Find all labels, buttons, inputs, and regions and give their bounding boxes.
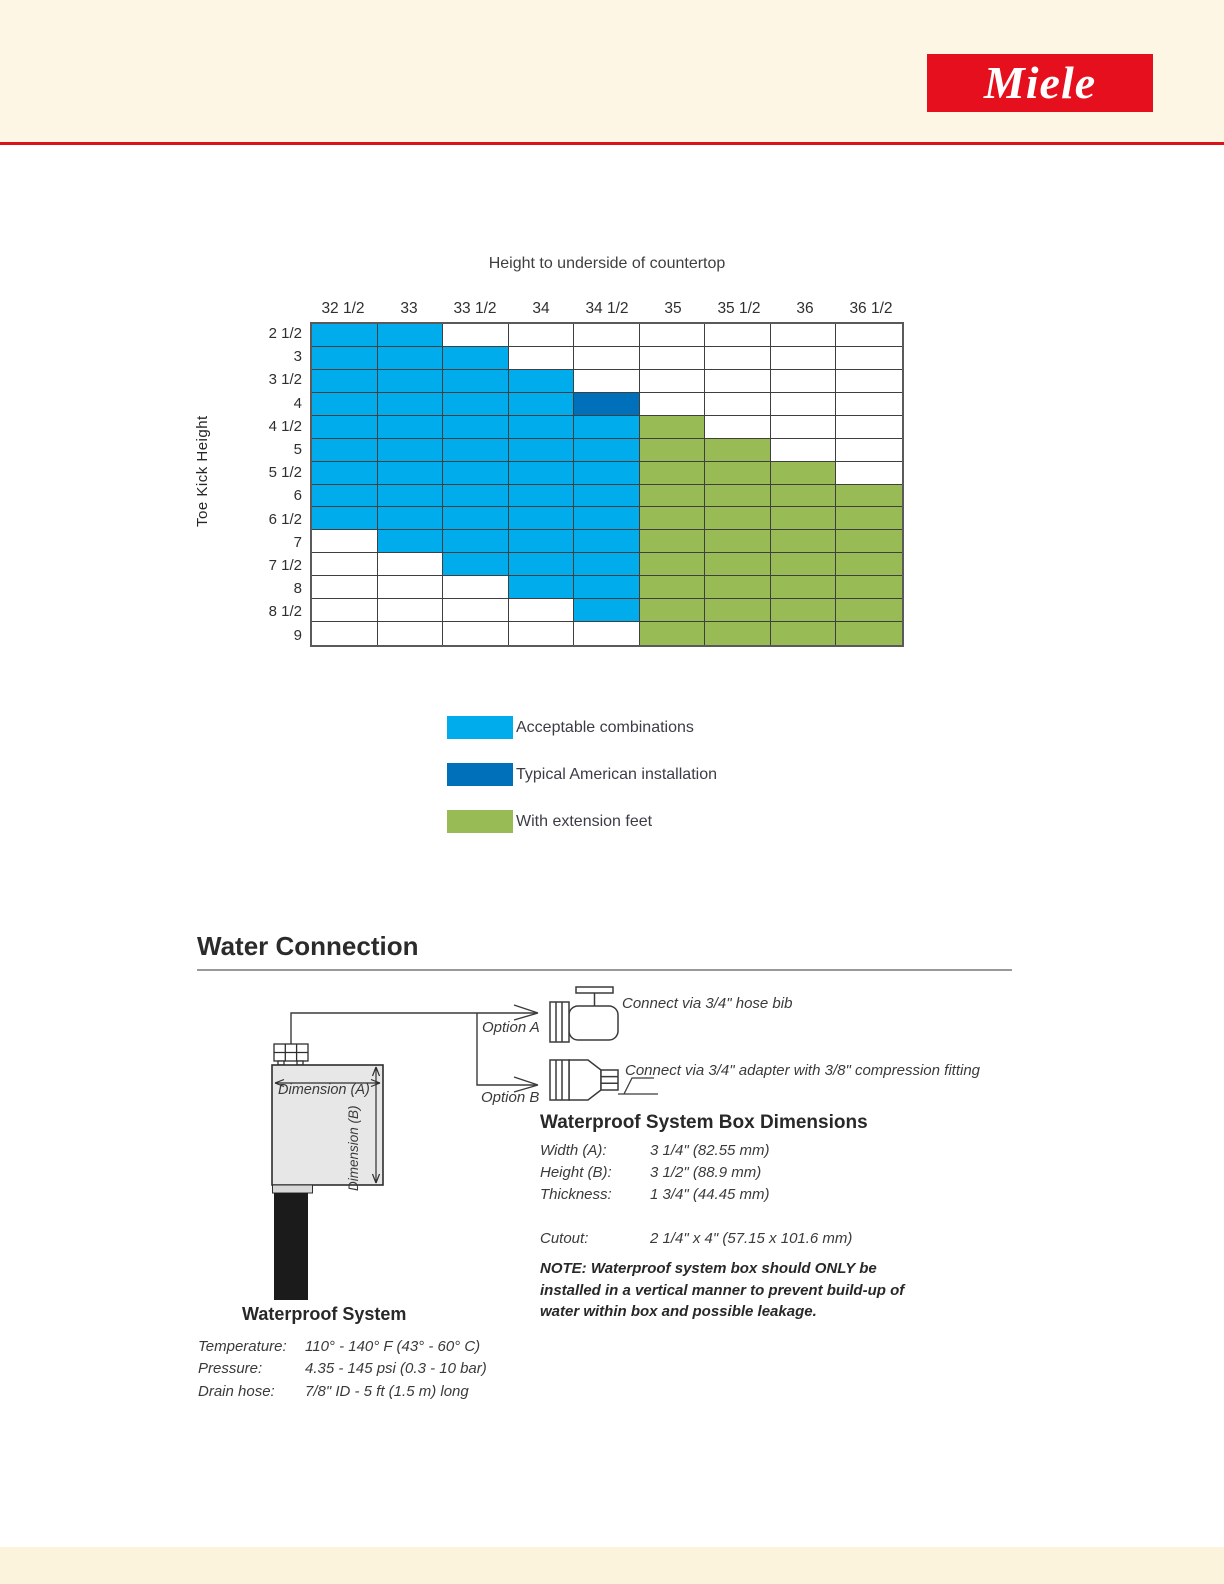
- grid-cell: [509, 622, 575, 645]
- grid-cell: [640, 439, 706, 462]
- row-label: 3: [293, 348, 302, 366]
- spec-row-temperature: [198, 1336, 487, 1358]
- grid-cell: [378, 485, 444, 508]
- spec-value: 4.35 - 145 psi (0.3 - 10 bar): [305, 1360, 487, 1378]
- waterproof-system-heading: Waterproof System: [242, 1304, 407, 1324]
- spec-row-pressure: [198, 1358, 487, 1380]
- grid-cell: [705, 485, 771, 508]
- row-label: 7 1/2: [268, 557, 302, 575]
- grid-cell: [836, 553, 902, 576]
- col-label: 33 1/2: [453, 300, 497, 317]
- grid-cell: [312, 553, 378, 576]
- col-label: 35: [664, 300, 682, 317]
- grid-cell: [574, 416, 640, 439]
- chart-legend: [447, 716, 717, 857]
- grid-cell: [509, 530, 575, 553]
- grid-cell: [771, 553, 837, 576]
- grid-cell: [312, 393, 378, 416]
- grid-cell: [509, 462, 575, 485]
- grid-cell: [509, 576, 575, 599]
- grid-cell: [836, 347, 902, 370]
- waterproof-system-list: [198, 1336, 487, 1403]
- grid-cell: [574, 324, 640, 347]
- grid-cell: [836, 485, 902, 508]
- option-a-description: Connect via 3/4" hose bib: [622, 995, 793, 1012]
- grid-cell: [443, 416, 509, 439]
- grid-cell: [640, 324, 706, 347]
- grid-cell: [771, 416, 837, 439]
- spec-label: Thickness:: [540, 1186, 612, 1203]
- grid-cell: [443, 393, 509, 416]
- spec-row-drain-hose: [198, 1381, 487, 1403]
- grid-cell: [836, 439, 902, 462]
- grid-cell: [640, 485, 706, 508]
- grid-cell: [509, 485, 575, 508]
- grid-cell: [378, 462, 444, 485]
- grid-cell: [574, 576, 640, 599]
- legend-swatch-typical: [447, 763, 513, 786]
- grid-cell: [509, 370, 575, 393]
- col-label: 34 1/2: [585, 300, 629, 317]
- grid-cell: [640, 530, 706, 553]
- grid-cell: [640, 507, 706, 530]
- grid-cell: [574, 393, 640, 416]
- grid-cell: [640, 393, 706, 416]
- chart-title: Height to underside of countertop: [488, 255, 726, 272]
- spec-value: 3 1/2" (88.9 mm): [650, 1164, 762, 1181]
- waterproof-box: [272, 1065, 383, 1300]
- grid-cell: [378, 622, 444, 645]
- grid-cell: [312, 576, 378, 599]
- spec-label: Height (B):: [540, 1164, 612, 1181]
- grid-cell: [705, 439, 771, 462]
- option-a-label: Option A: [482, 1019, 540, 1036]
- col-label: 34: [532, 300, 550, 317]
- grid-cell: [312, 347, 378, 370]
- row-label: 5 1/2: [268, 464, 302, 482]
- grid-cell: [378, 324, 444, 347]
- grid-cell: [771, 599, 837, 622]
- grid-cell: [443, 370, 509, 393]
- grid-cell: [836, 576, 902, 599]
- grid-cell: [705, 393, 771, 416]
- grid-cell: [574, 485, 640, 508]
- grid-cell: [378, 507, 444, 530]
- grid-cell: [443, 599, 509, 622]
- section-rule: [197, 969, 1012, 971]
- grid-cell: [836, 507, 902, 530]
- drain-hose: [274, 1193, 308, 1300]
- grid-cell: [705, 553, 771, 576]
- legend-item-typical: [447, 763, 717, 786]
- grid-cell: [836, 324, 902, 347]
- grid-cell: [705, 530, 771, 553]
- option-b-label: Option B: [481, 1089, 540, 1106]
- grid-cell: [771, 370, 837, 393]
- spec-label: Width (A):: [540, 1142, 607, 1159]
- legend-label: Acceptable combinations: [516, 718, 694, 736]
- grid-cell: [312, 324, 378, 347]
- dimension-a-label: Dimension (A): [278, 1082, 370, 1098]
- grid-cell: [771, 485, 837, 508]
- grid-cell: [771, 576, 837, 599]
- option-b-description: Connect via 3/4" adapter with 3/8" compression fitting: [625, 1062, 981, 1079]
- spec-label: Drain hose:: [198, 1382, 275, 1400]
- grid-cell: [771, 507, 837, 530]
- grid-cell: [836, 393, 902, 416]
- col-label: 36 1/2: [849, 300, 893, 317]
- grid-cell: [312, 530, 378, 553]
- grid-cell: [509, 439, 575, 462]
- grid-cell: [509, 599, 575, 622]
- grid-cell: [836, 462, 902, 485]
- spec-label: Temperature:: [198, 1338, 287, 1355]
- chart-column-labels: [310, 296, 904, 322]
- grid-cell: [705, 462, 771, 485]
- grid-cell: [836, 622, 902, 645]
- grid-cell: [705, 416, 771, 439]
- grid-cell: [574, 462, 640, 485]
- grid-cell: [771, 439, 837, 462]
- grid-cell: [443, 576, 509, 599]
- grid-cell: [312, 462, 378, 485]
- grid-cell: [771, 530, 837, 553]
- grid-cell: [574, 507, 640, 530]
- grid-cell: [771, 393, 837, 416]
- grid-cell: [640, 370, 706, 393]
- legend-label: Typical American installation: [516, 765, 717, 783]
- grid-cell: [640, 622, 706, 645]
- grid-cell: [771, 622, 837, 645]
- section-heading-water-connection: Water Connection: [197, 931, 419, 961]
- grid-cell: [312, 485, 378, 508]
- grid-cell: [443, 347, 509, 370]
- box-dimensions-list: [540, 1140, 770, 1206]
- grid-cell: [378, 370, 444, 393]
- spec-label: Pressure:: [198, 1360, 263, 1378]
- grid-cell: [312, 599, 378, 622]
- row-label: 6 1/2: [268, 510, 302, 528]
- grid-cell: [443, 553, 509, 576]
- grid-cell: [312, 439, 378, 462]
- col-label: 35 1/2: [717, 300, 761, 317]
- grid-cell: [574, 622, 640, 645]
- grid-cell: [574, 439, 640, 462]
- grid-cell: [705, 599, 771, 622]
- grid-cell: [378, 439, 444, 462]
- col-label: 32 1/2: [321, 300, 365, 317]
- chart-row-labels: [246, 322, 302, 647]
- spec-value: 1 3/4" (44.45 mm): [650, 1186, 770, 1203]
- row-label: 4: [293, 394, 302, 412]
- legend-item-acceptable: [447, 716, 717, 739]
- grid-cell: [640, 462, 706, 485]
- grid-cell: [443, 530, 509, 553]
- grid-cell: [836, 370, 902, 393]
- row-label: 6: [293, 487, 302, 505]
- grid-cell: [443, 485, 509, 508]
- inlet-fitting-icon: [274, 1044, 308, 1065]
- row-label: 9: [293, 626, 302, 644]
- grid-cell: [378, 576, 444, 599]
- legend-swatch-extension: [447, 810, 513, 833]
- row-label: 8: [293, 580, 302, 598]
- grid-cell: [574, 553, 640, 576]
- miele-logo: [927, 54, 1153, 112]
- grid-cell: [378, 530, 444, 553]
- grid-cell: [509, 393, 575, 416]
- grid-cell: [312, 370, 378, 393]
- grid-cell: [574, 530, 640, 553]
- grid-cell: [640, 599, 706, 622]
- grid-cell: [509, 324, 575, 347]
- row-label: 2 1/2: [268, 325, 302, 342]
- grid-cell: [640, 416, 706, 439]
- legend-label: With extension feet: [516, 812, 653, 830]
- row-label: 4 1/2: [268, 417, 302, 435]
- col-label: 36: [796, 300, 814, 317]
- spec-row-width: [540, 1140, 770, 1162]
- toe-kick-grid: [310, 322, 904, 647]
- grid-cell: [771, 462, 837, 485]
- grid-cell: [705, 622, 771, 645]
- grid-cell: [705, 576, 771, 599]
- spec-value: 2 1/4" x 4" (57.15 x 101.6 mm): [650, 1230, 853, 1247]
- header-divider: [0, 142, 1224, 145]
- installation-note: NOTE: Waterproof system box should ONLY be installed in a vertical manner to prevent build-up of water within box and possible leakage.: [540, 1260, 905, 1320]
- grid-cell: [509, 507, 575, 530]
- grid-cell: [378, 347, 444, 370]
- chart-y-axis-label: Toe Kick Height: [194, 415, 211, 527]
- grid-cell: [705, 347, 771, 370]
- grid-cell: [443, 507, 509, 530]
- grid-cell: [771, 347, 837, 370]
- grid-cell: [771, 324, 837, 347]
- legend-swatch-acceptable: [447, 716, 513, 739]
- grid-cell: [443, 324, 509, 347]
- spec-row-cutout: [540, 1228, 852, 1250]
- hose-bib-icon: [550, 987, 618, 1042]
- grid-cell: [640, 553, 706, 576]
- grid-cell: [312, 622, 378, 645]
- spec-value: 7/8" ID - 5 ft (1.5 m) long: [305, 1382, 469, 1400]
- footer-band: [0, 1547, 1224, 1584]
- spec-value: 3 1/4" (82.55 mm): [650, 1142, 770, 1159]
- grid-cell: [574, 599, 640, 622]
- grid-cell: [378, 393, 444, 416]
- grid-cell: [509, 416, 575, 439]
- row-label: 8 1/2: [268, 603, 302, 621]
- grid-cell: [836, 599, 902, 622]
- dimension-b-label: Dimension (B): [346, 1105, 361, 1191]
- grid-cell: [705, 370, 771, 393]
- miele-logo-text: Miele: [983, 57, 1097, 108]
- grid-cell: [443, 622, 509, 645]
- spec-row-thickness: [540, 1184, 770, 1206]
- grid-cell: [443, 439, 509, 462]
- col-label: 33: [400, 300, 418, 317]
- legend-item-extension: [447, 810, 717, 833]
- row-label: 5: [293, 441, 302, 459]
- grid-cell: [378, 416, 444, 439]
- grid-cell: [705, 324, 771, 347]
- grid-cell: [640, 347, 706, 370]
- spec-value: 110° - 140° F (43° - 60° C): [305, 1338, 481, 1355]
- row-label: 7: [293, 533, 302, 551]
- grid-cell: [640, 576, 706, 599]
- grid-cell: [443, 462, 509, 485]
- grid-cell: [312, 416, 378, 439]
- row-label: 3 1/2: [268, 371, 302, 389]
- grid-cell: [574, 347, 640, 370]
- grid-cell: [574, 370, 640, 393]
- grid-cell: [378, 599, 444, 622]
- spec-row-height: [540, 1162, 770, 1184]
- grid-cell: [705, 507, 771, 530]
- box-dimensions-heading: Waterproof System Box Dimensions: [540, 1112, 868, 1133]
- grid-cell: [836, 530, 902, 553]
- grid-cell: [509, 347, 575, 370]
- grid-cell: [509, 553, 575, 576]
- spec-label: Cutout:: [540, 1230, 589, 1247]
- grid-cell: [836, 416, 902, 439]
- grid-cell: [378, 553, 444, 576]
- grid-cell: [312, 507, 378, 530]
